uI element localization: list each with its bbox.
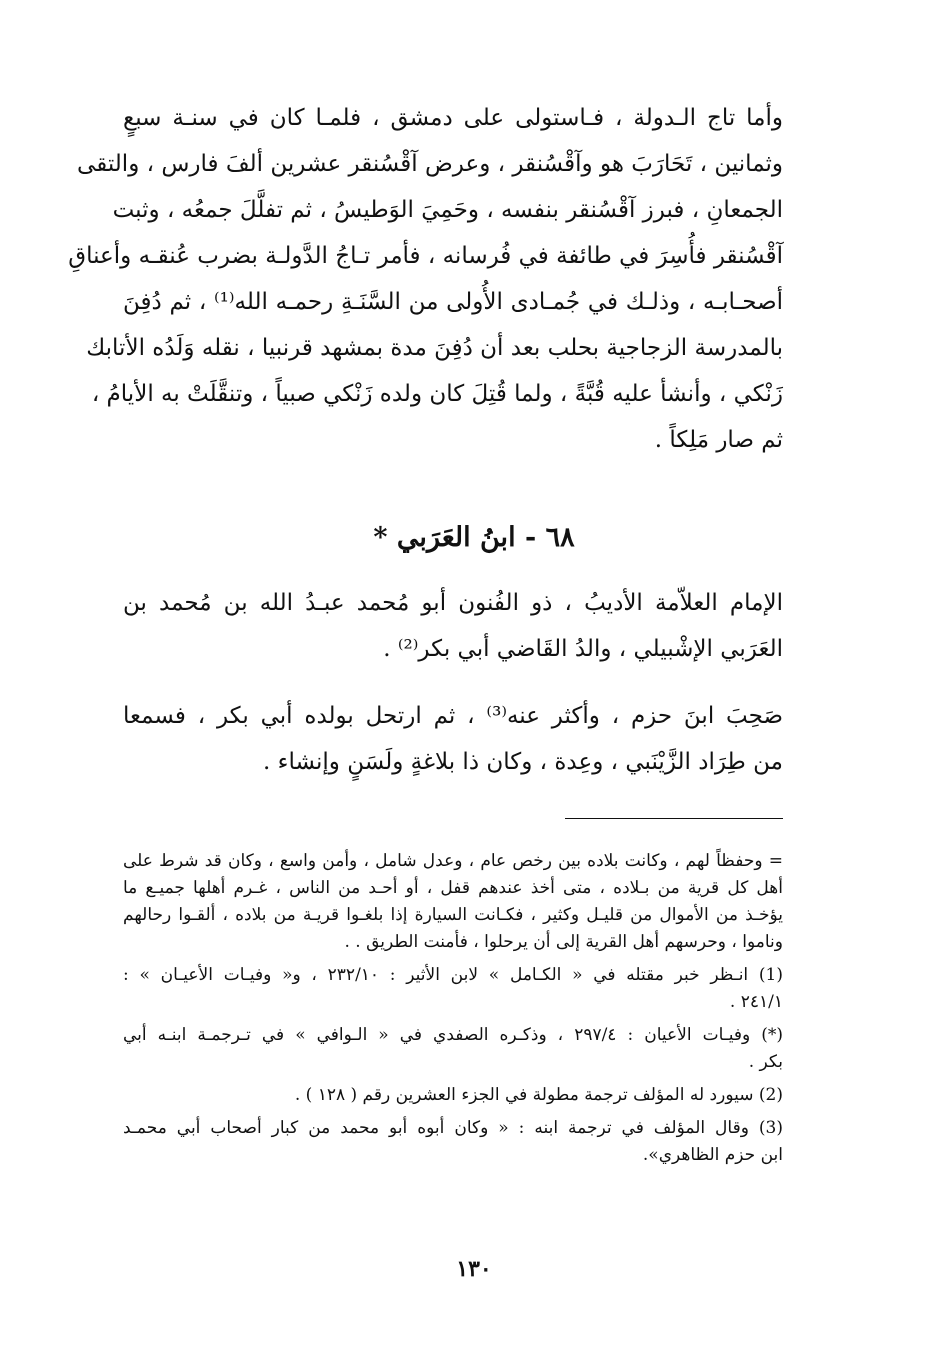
footnote-2	[123, 1082, 783, 1109]
footnote-line: ٢٤١/١ .	[729, 992, 783, 1012]
footnote-separator	[565, 818, 783, 819]
footnote-star	[123, 1022, 783, 1076]
footnote-continuation	[123, 848, 783, 956]
text-line: أصحـابـه ، وذلـك في جُمـادى الأُولى من السَّنَـةِ رحمـه الله⁽¹⁾ ، ثم دُفِنَ	[123, 289, 783, 315]
footnote-line: = وحفظاً لهم ، وكانت بلاده بين رخص عام ، وعدل شامل ، وأمن واسع ، وكان قد شرط على	[123, 851, 783, 871]
footnote-1	[123, 962, 783, 1016]
biography-heading: ٦٨ - ابنُ العَرَبي *	[373, 522, 575, 553]
text-line: زَنْكي ، وأنشأ عليه قُبَّةً ، ولما قُتِلَ كان ولده زَنْكي صبياً ، وتنقَّلَتْ به الأيامُ ،	[91, 381, 783, 407]
text-line: من طِرَاد الزَّيْنَبي ، وعِدة ، وكان ذا بلاغةٍ ولَسَنٍ وإنشاء .	[263, 749, 783, 775]
biography-paragraph-1	[123, 580, 783, 672]
text-line: ثم صار مَلِكاً .	[654, 427, 783, 453]
page-number: ١٣٠	[456, 1256, 492, 1282]
text-line: صَحِبَ ابنَ حزم ، وأكثر عنه⁽³⁾ ، ثم ارتحل بولده أبي بكر ، فسمعا	[123, 703, 783, 729]
text-line: الجمعانِ ، فبرز آقْسُنقر بنفسه ، وحَمِيَ الوَطيسُ ، ثم تفلَّلَ جمعُه ، وثبت	[112, 197, 783, 223]
text-line: آقْسُنقر فأُسِرَ في طائفة في فُرسانه ، فأمر تـاجُ الدَّولـة بضرب عُنقـه وأعناقِ	[68, 243, 783, 269]
footnote-line: ابن حزم الظاهري».	[642, 1145, 783, 1165]
footnote-line: أهل كل قرية من بـلاده ، متى أخذ عندهم قفل ، أو أحـد من الناس ، غـرم أهلها جميـع ما	[123, 878, 783, 898]
footnote-3	[123, 1115, 783, 1169]
text-line: الإمام العلاّمة الأديبُ ، ذو الفُنون أبو مُحمد عبـدُ الله بن مُحمد بن	[123, 590, 783, 616]
footnote-line: بكر .	[748, 1052, 783, 1072]
text-line: بالمدرسة الزجاجية بحلب بعد أن دُفِنَ مدة بمشهد قرنبيا ، نقله وَلَدُه الأتابك	[86, 335, 783, 361]
biography-paragraph-2	[123, 693, 783, 785]
footnote-line: (3) وقال المؤلف في ترجمة ابنه : « وكان أبوه أبو محمد من كبار أصحاب أبي محمـد	[123, 1118, 783, 1138]
text-line: العَرَبي الإشْبيلي ، والدُ القَاضي أبي بكر⁽²⁾ .	[383, 636, 783, 662]
footnotes	[123, 848, 783, 1175]
text-line: وثمانين ، تَحَارَبَ هو وآقْسُنقر ، وعرض آقْسُنقر عشرين ألفَ فارس ، والتقى	[77, 151, 783, 177]
footnote-line: يؤخـذ من الأموال من قليـل وكثير ، فكـانت السيارة إذا بلغـوا قريـة من بلاده ، ألقـوا رحالهم	[123, 905, 783, 925]
footnote-line: وناموا ، وحرسهم أهل القرية إلى أن يرحلوا ، فأمنت الطريق . .	[344, 932, 783, 952]
text-line: وأما تاج الـدولة ، فـاستولى على دمشق ، فلمـا كان في سنـة سبعٍ	[123, 105, 783, 131]
footnote-line: (2) سيورد له المؤلف ترجمة مطولة في الجزء العشرين رقم ( ١٢٨ ) .	[294, 1085, 783, 1105]
footnote-line: (1) انـظر خبر مقتله في « الكـامل » لابن الأثير : ٢٣٢/١٠ ، و« وفيـات الأعيـان » :	[123, 965, 783, 985]
main-paragraph	[68, 95, 783, 463]
footnote-line: (*) وفيـات الأعيان : ٢٩٧/٤ ، وذكـره الصفدي في « الـوافي » في تـرجمـة ابنـه أبي	[123, 1025, 783, 1045]
